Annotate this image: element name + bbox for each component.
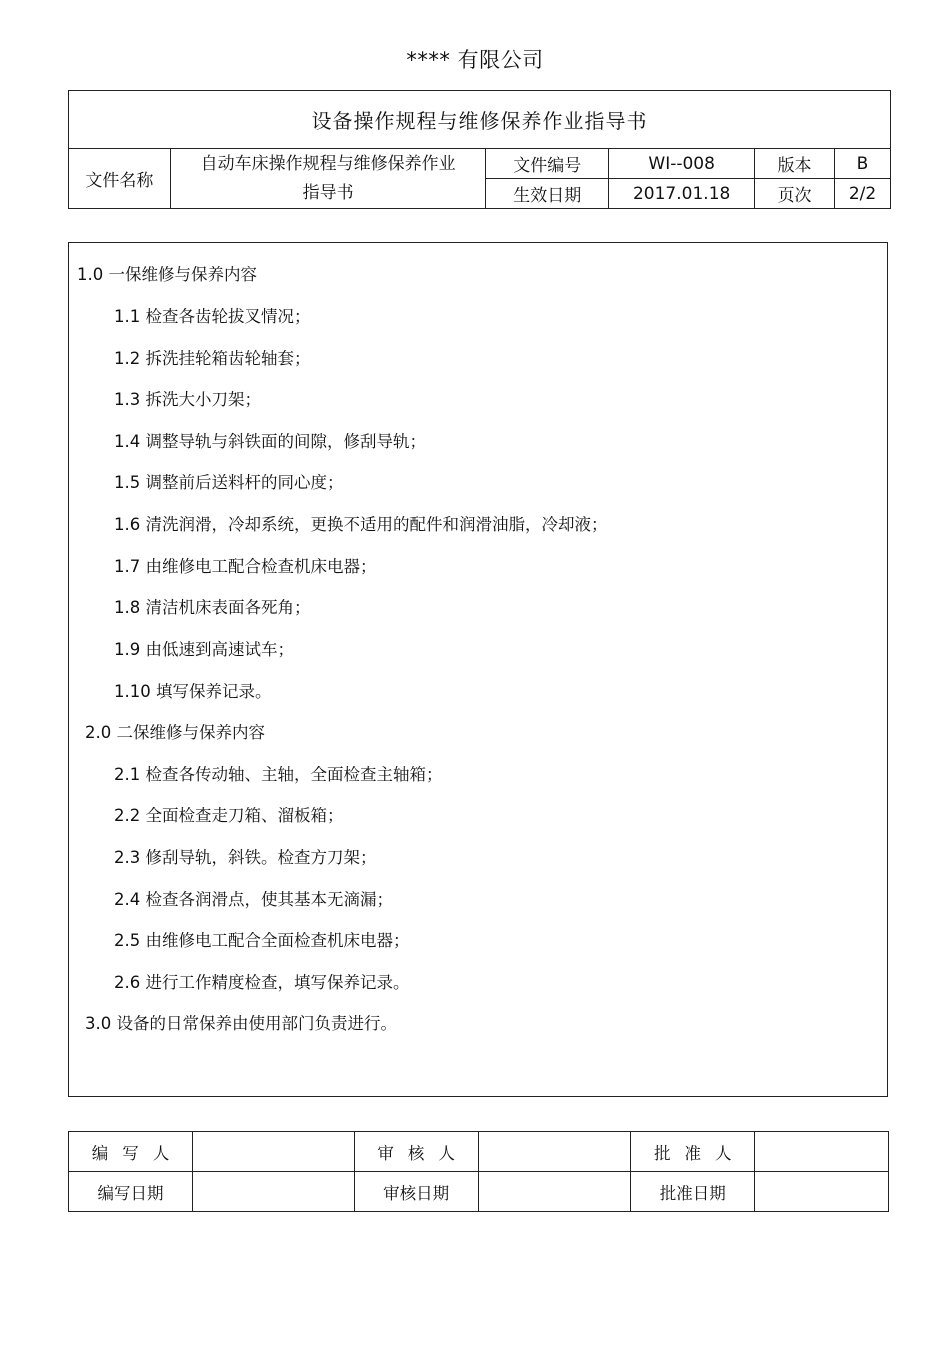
section-1-heading: 1.0 一保维修与保养内容 <box>77 265 257 284</box>
approve-date-value <box>755 1172 889 1212</box>
writer-value <box>192 1132 354 1172</box>
file-name-line2: 指导书 <box>302 182 354 203</box>
item-2-1: 2.1 检查各传动轴、主轴，全面检查主轴箱； <box>114 765 443 784</box>
company-name: **** 有限公司 <box>406 48 544 72</box>
item-1-6: 1.6 清洗润滑，冷却系统，更换不适用的配件和润滑油脂，冷却液； <box>114 515 608 534</box>
item-1-5: 1.5 调整前后送料杆的同心度； <box>114 473 344 492</box>
section-2-heading: 2.0 二保维修与保养内容 <box>85 723 265 742</box>
effective-date-label: 生效日期 <box>486 179 609 209</box>
item-1-4: 1.4 调整导轨与斜铁面的间隙，修刮导轨； <box>114 432 426 451</box>
file-name-label: 文件名称 <box>69 149 171 209</box>
item-2-2: 2.2 全面检查走刀箱、溜板箱； <box>114 806 344 825</box>
item-2-6: 2.6 进行工作精度检查，填写保养记录。 <box>114 973 410 992</box>
effective-date-value: 2017.01.18 <box>609 179 755 209</box>
approve-date-label: 批准日期 <box>631 1172 755 1212</box>
version-value: B <box>835 149 891 179</box>
item-2-5: 2.5 由维修电工配合全面检查机床电器； <box>114 931 410 950</box>
item-1-9: 1.9 由低速到高速试车； <box>114 640 294 659</box>
reviewer-value <box>478 1132 631 1172</box>
signature-table <box>68 1131 889 1212</box>
item-1-8: 1.8 清洁机床表面各死角； <box>114 598 311 617</box>
file-no-value: WI--008 <box>609 149 755 179</box>
file-name-line1: 自动车床操作规程与维修保养作业 <box>200 153 456 174</box>
writer-label: 编写人 <box>69 1132 193 1172</box>
item-2-3: 2.3 修刮导轨，斜铁。检查方刀架； <box>114 848 377 867</box>
review-date-value <box>478 1172 631 1212</box>
item-1-1: 1.1 检查各齿轮拔叉情况； <box>114 307 311 326</box>
content-box <box>68 242 888 1097</box>
version-label: 版本 <box>755 149 835 179</box>
write-date-value <box>192 1172 354 1212</box>
page-label: 页次 <box>755 179 835 209</box>
document-header-table <box>68 90 891 209</box>
approver-label: 批准人 <box>631 1132 755 1172</box>
approver-value <box>755 1132 889 1172</box>
item-1-2: 1.2 拆洗挂轮箱齿轮轴套； <box>114 349 311 368</box>
review-date-label: 审核日期 <box>354 1172 478 1212</box>
item-2-4: 2.4 检查各润滑点，使其基本无滴漏； <box>114 890 393 909</box>
section-3-heading: 3.0 设备的日常保养由使用部门负责进行。 <box>85 1014 397 1033</box>
file-no-label: 文件编号 <box>486 149 609 179</box>
item-1-7: 1.7 由维修电工配合检查机床电器； <box>114 557 377 576</box>
file-name-value <box>170 149 486 209</box>
document-title: 设备操作规程与维修保养作业指导书 <box>69 91 891 149</box>
reviewer-label: 审核人 <box>354 1132 478 1172</box>
page-value: 2/2 <box>835 179 891 209</box>
write-date-label: 编写日期 <box>69 1172 193 1212</box>
item-1-10: 1.10 填写保养记录。 <box>114 682 272 701</box>
item-1-3: 1.3 拆洗大小刀架； <box>114 390 261 409</box>
